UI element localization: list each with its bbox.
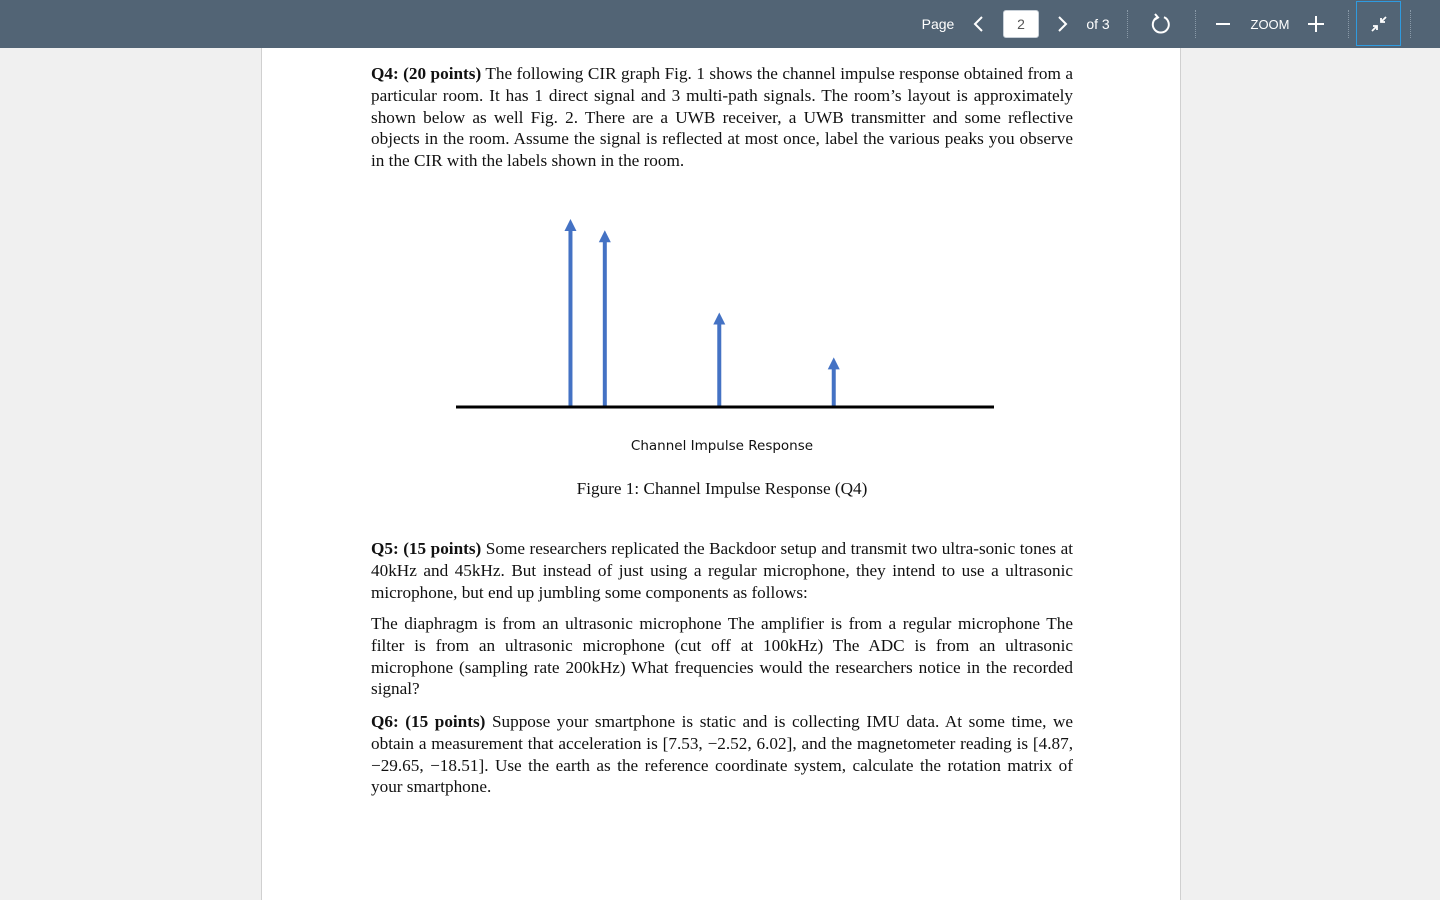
chevron-left-icon <box>972 15 986 33</box>
q4-body: The following CIR graph Fig. 1 shows the channel impulse response obtained from a particular room. It has 1 direct signal and 3 multi-path signals. The room’s layout is approximately shown below as well Fig. 2. There are a UWB receiver, a UWB transmitter and some reflective objects in the room. Assume the signal is reflected at most once, label the various peaks you observe in the CIR with the labels shown in the room. <box>371 64 1073 171</box>
minus-icon <box>1215 16 1231 32</box>
pdf-toolbar <box>0 0 1440 48</box>
rotate-icon <box>1150 13 1172 35</box>
q6-body: Suppose your smartphone is static and is collecting IMU data. At some time, we obtain a measurement that acceleration is [7.53, −2.52, 6.02], and the magnetometer reading is [4.87, −29.65, −18.51]. Use the earth as the reference coordinate system, calculate the rotation matrix of your smartphone. <box>371 712 1073 797</box>
toolbar-separator <box>1127 10 1128 38</box>
impulse-arrowhead-4 <box>828 357 840 369</box>
document-page <box>261 48 1181 900</box>
q5-heading: Q5: (15 points) <box>371 539 482 558</box>
zoom-out-button[interactable] <box>1210 0 1236 48</box>
figure-1-caption: Figure 1: Channel Impulse Response (Q4) <box>576 479 868 498</box>
toolbar-separator <box>1410 10 1411 38</box>
toolbar-separator <box>1195 10 1196 38</box>
question-5 <box>371 538 1073 603</box>
question-6 <box>371 711 1073 798</box>
cir-chart <box>262 48 1181 428</box>
impulse-arrowhead-3 <box>713 313 725 325</box>
toolbar-separator <box>1348 10 1349 38</box>
chevron-right-icon <box>1055 15 1069 33</box>
page-label: Page <box>921 16 955 32</box>
collapse-arrows-icon <box>1369 14 1389 34</box>
q6-heading: Q6: (15 points) <box>371 712 486 731</box>
fit-page-button[interactable] <box>1356 1 1401 46</box>
zoom-in-button[interactable] <box>1302 0 1330 48</box>
q4-heading: Q4: (20 points) <box>371 64 482 83</box>
rotate-button[interactable] <box>1146 0 1176 48</box>
zoom-label: ZOOM <box>1250 16 1290 32</box>
page-count-label: of 3 <box>1086 16 1110 32</box>
page-number-input[interactable] <box>1003 10 1039 38</box>
next-page-button[interactable] <box>1049 0 1075 48</box>
chart-label: Channel Impulse Response <box>630 438 814 454</box>
question-5-components: The diaphragm is from an ultrasonic microphone The amplifier is from a regular microphone The filter is from an ultrasonic microphone (cut off at 100kHz) The ADC is from an ultrasonic microphone (sampling rate 200kHz) What frequencies would the researchers notice in the recorded signal? <box>371 614 1073 699</box>
previous-page-button[interactable] <box>966 0 992 48</box>
plus-icon <box>1307 15 1325 33</box>
impulse-arrowhead-1 <box>564 219 576 231</box>
impulse-arrowhead-2 <box>599 230 611 242</box>
q5-body: Some researchers replicated the Backdoor setup and transmit two ultra-sonic tones at 40kHz and 45kHz. But instead of just using a regular microphone, they intend to use a ultrasonic microphone, but end up jumbling some components as follows: <box>371 539 1073 602</box>
